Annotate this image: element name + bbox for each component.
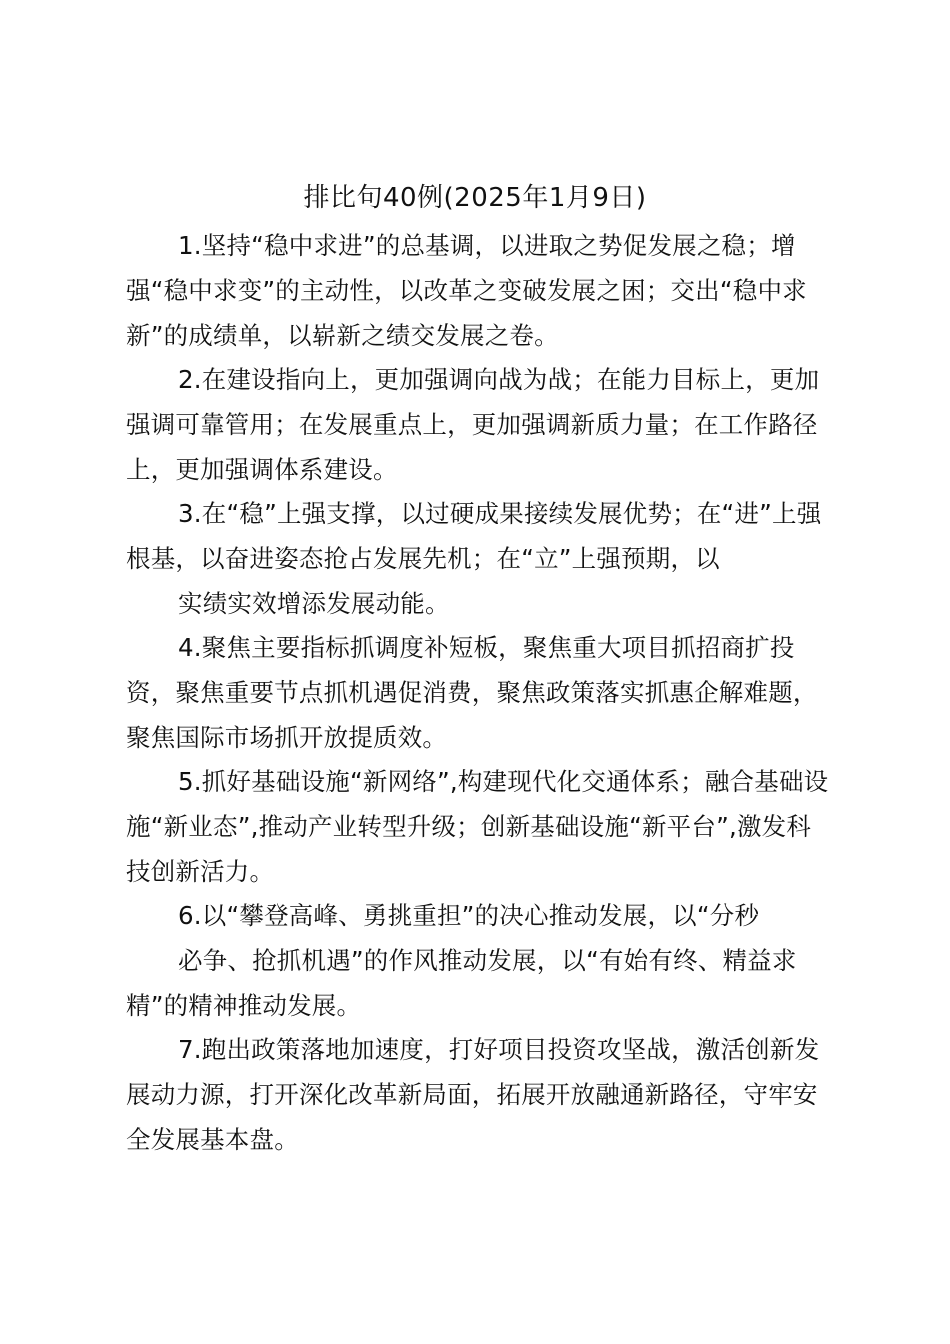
paragraph-5-line-2: 施“新业态”,推动产业转型升级；创新基础设施“新平台”,激发科: [126, 812, 812, 841]
paragraph-4-line-2: 资，聚焦重要节点抓机遇促消费，聚焦政策落实抓惠企解难题，: [126, 678, 818, 707]
paragraph-3-line-1: 3.在“稳”上强支撑，以过硬成果接续发展优势；在“进”上强: [178, 499, 822, 528]
paragraph-4-line-1: 4.聚焦主要指标抓调度补短板，聚焦重大项目抓招商扩投: [178, 633, 795, 662]
paragraph-6-line-3: 精”的精神推动发展。: [126, 991, 362, 1020]
paragraph-1-line-1: 1.坚持“稳中求进”的总基调，以进取之势促发展之稳；增: [178, 231, 796, 260]
paragraph-2-line-2: 强调可靠管用；在发展重点上，更加强调新质力量；在工作路径: [126, 410, 818, 439]
paragraph-7-line-2: 展动力源，打开深化改革新局面，拓展开放融通新路径，守牢安: [126, 1080, 818, 1109]
paragraph-6-line-1: 6.以“攀登高峰、勇挑重担”的决心推动发展，以“分秒: [178, 901, 760, 930]
paragraph-6-line-2: 必争、抢抓机遇”的作风推动发展，以“有始有终、精益求: [178, 946, 797, 975]
paragraph-1-line-3: 新”的成绩单，以崭新之绩交发展之卷。: [126, 321, 559, 350]
paragraph-7-line-3: 全发展基本盘。: [126, 1125, 299, 1154]
paragraph-3-line-3: 实绩实效增添发展动能。: [178, 589, 450, 618]
document-title: 排比句40例(2025年1月9日): [303, 183, 647, 213]
paragraph-2-line-3: 上，更加强调体系建设。: [126, 455, 398, 484]
paragraph-4-line-3: 聚焦国际市场抓开放提质效。: [126, 723, 448, 752]
paragraph-5-line-1: 5.抓好基础设施“新网络”,构建现代化交通体系；融合基础设: [178, 767, 829, 796]
paragraph-1-line-2: 强“稳中求变”的主动性，以改革之变破发展之困；交出“稳中求: [126, 276, 807, 305]
paragraph-2-line-1: 2.在建设指向上，更加强调向战为战；在能力目标上，更加: [178, 365, 820, 394]
paragraph-7-line-1: 7.跑出政策落地加速度，打好项目投资攻坚战，激活创新发: [178, 1035, 820, 1064]
paragraph-3-line-2: 根基，以奋进姿态抢占发展先机；在“立”上强预期，以: [126, 544, 720, 573]
paragraph-5-line-3: 技创新活力。: [126, 857, 275, 886]
